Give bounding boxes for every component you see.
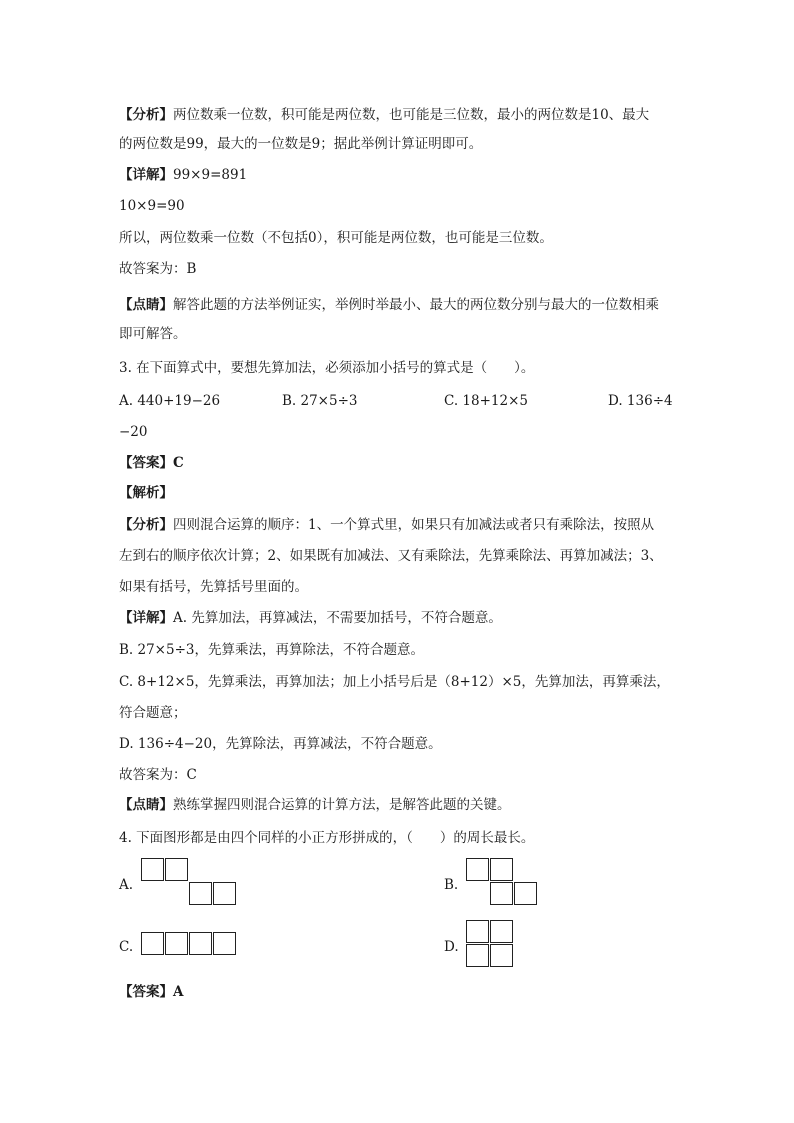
q3-note-tag: 【点睛】	[119, 797, 173, 813]
q4-answer: 【答案】A	[119, 984, 184, 1000]
q3-detail-4: 符合题意；	[119, 705, 187, 721]
square	[141, 932, 164, 955]
square	[490, 944, 513, 967]
note-text: 解答此题的方法举例证实，举例时举最小、最大的两位数分别与最大的一位数相乘	[173, 297, 659, 313]
q3-note-text: 熟练掌握四则混合运算的计算方法，是解答此题的关键。	[173, 797, 511, 813]
square	[490, 858, 513, 881]
q3-detail-text: A. 先算加法，再算减法，不需要加括号，不符合题意。	[173, 610, 502, 626]
square	[189, 882, 212, 905]
square	[141, 858, 164, 881]
note-tag: 【点睛】	[119, 297, 173, 313]
detail-tag: 【详解】	[119, 167, 173, 183]
figure-a	[141, 858, 238, 906]
q3-note	[119, 796, 511, 814]
q4-label-c: C.	[119, 939, 134, 955]
q3-detail-3: C. 8+12×5，先算乘法，再算加法；加上小括号后是（8+12）×5，先算加法，再算乘法，	[119, 674, 670, 690]
square	[213, 882, 236, 905]
square	[189, 932, 212, 955]
analysis-text: 两位数乘一位数，积可能是两位数，也可能是三位数，最小的两位数是10、最大	[173, 107, 650, 123]
figure-d	[466, 920, 515, 968]
detail-text: 99×9=891	[173, 167, 248, 183]
q3-option-a: A. 440+19−26	[119, 393, 221, 409]
figure-c	[141, 932, 238, 956]
q4-label-d: D.	[444, 939, 459, 955]
q3-analysis-3: 如果有括号，先算括号里面的。	[119, 579, 308, 595]
q3-analysis-1	[119, 516, 654, 534]
square	[165, 858, 188, 881]
note-line-1	[119, 296, 659, 314]
q4-label-b: B.	[444, 877, 459, 893]
q3-jiexi: 【解析】	[119, 485, 173, 501]
detail-line-2: 10×9=90	[119, 198, 185, 214]
q3-analysis-text: 四则混合运算的顺序：1、一个算式里，如果只有加减法或者只有乘除法，按照从	[173, 517, 655, 533]
detail-line-3: 所以，两位数乘一位数（不包括0），积可能是两位数，也可能是三位数。	[119, 230, 553, 246]
answer-line: 故答案为：B	[119, 261, 197, 277]
q3-detail-2: B. 27×5÷3，先算乘法，再算除法，不符合题意。	[119, 642, 424, 658]
detail-line-1	[119, 166, 247, 184]
analysis-line-2: 的两位数是99，最大的一位数是9；据此举例计算证明即可。	[119, 136, 483, 152]
q3-option-d-wrap: −20	[119, 424, 148, 440]
q3-answer: 【答案】C	[119, 455, 184, 471]
q3-stem: 3. 在下面算式中，要想先算加法，必须添加小括号的算式是（ ）。	[119, 360, 535, 376]
q3-option-c: C. 18+12×5	[444, 393, 528, 409]
analysis-line-1	[119, 106, 649, 124]
q3-analysis-tag: 【分析】	[119, 517, 173, 533]
square	[514, 882, 537, 905]
square	[466, 944, 489, 967]
figure-b	[466, 858, 539, 906]
square	[213, 932, 236, 955]
note-line-2: 即可解答。	[119, 326, 187, 342]
square	[466, 858, 489, 881]
square	[165, 932, 188, 955]
analysis-tag: 【分析】	[119, 107, 173, 123]
q3-detail-1	[119, 609, 502, 627]
q3-analysis-2: 左到右的顺序依次计算；2、如果既有加减法、又有乘除法，先算乘除法、再算加减法；3、	[119, 548, 663, 564]
q4-stem: 4. 下面图形都是由四个同样的小正方形拼成的，（ ）的周长最长。	[119, 830, 535, 846]
q3-option-d: D. 136÷4	[608, 393, 673, 409]
q3-result: 故答案为：C	[119, 767, 197, 783]
square	[490, 920, 513, 943]
square	[490, 882, 513, 905]
square	[466, 920, 489, 943]
q3-detail-5: D. 136÷4−20，先算除法，再算减法，不符合题意。	[119, 736, 442, 752]
q3-option-b: B. 27×5÷3	[282, 393, 358, 409]
q3-detail-tag: 【详解】	[119, 610, 173, 626]
q4-label-a: A.	[119, 877, 134, 893]
